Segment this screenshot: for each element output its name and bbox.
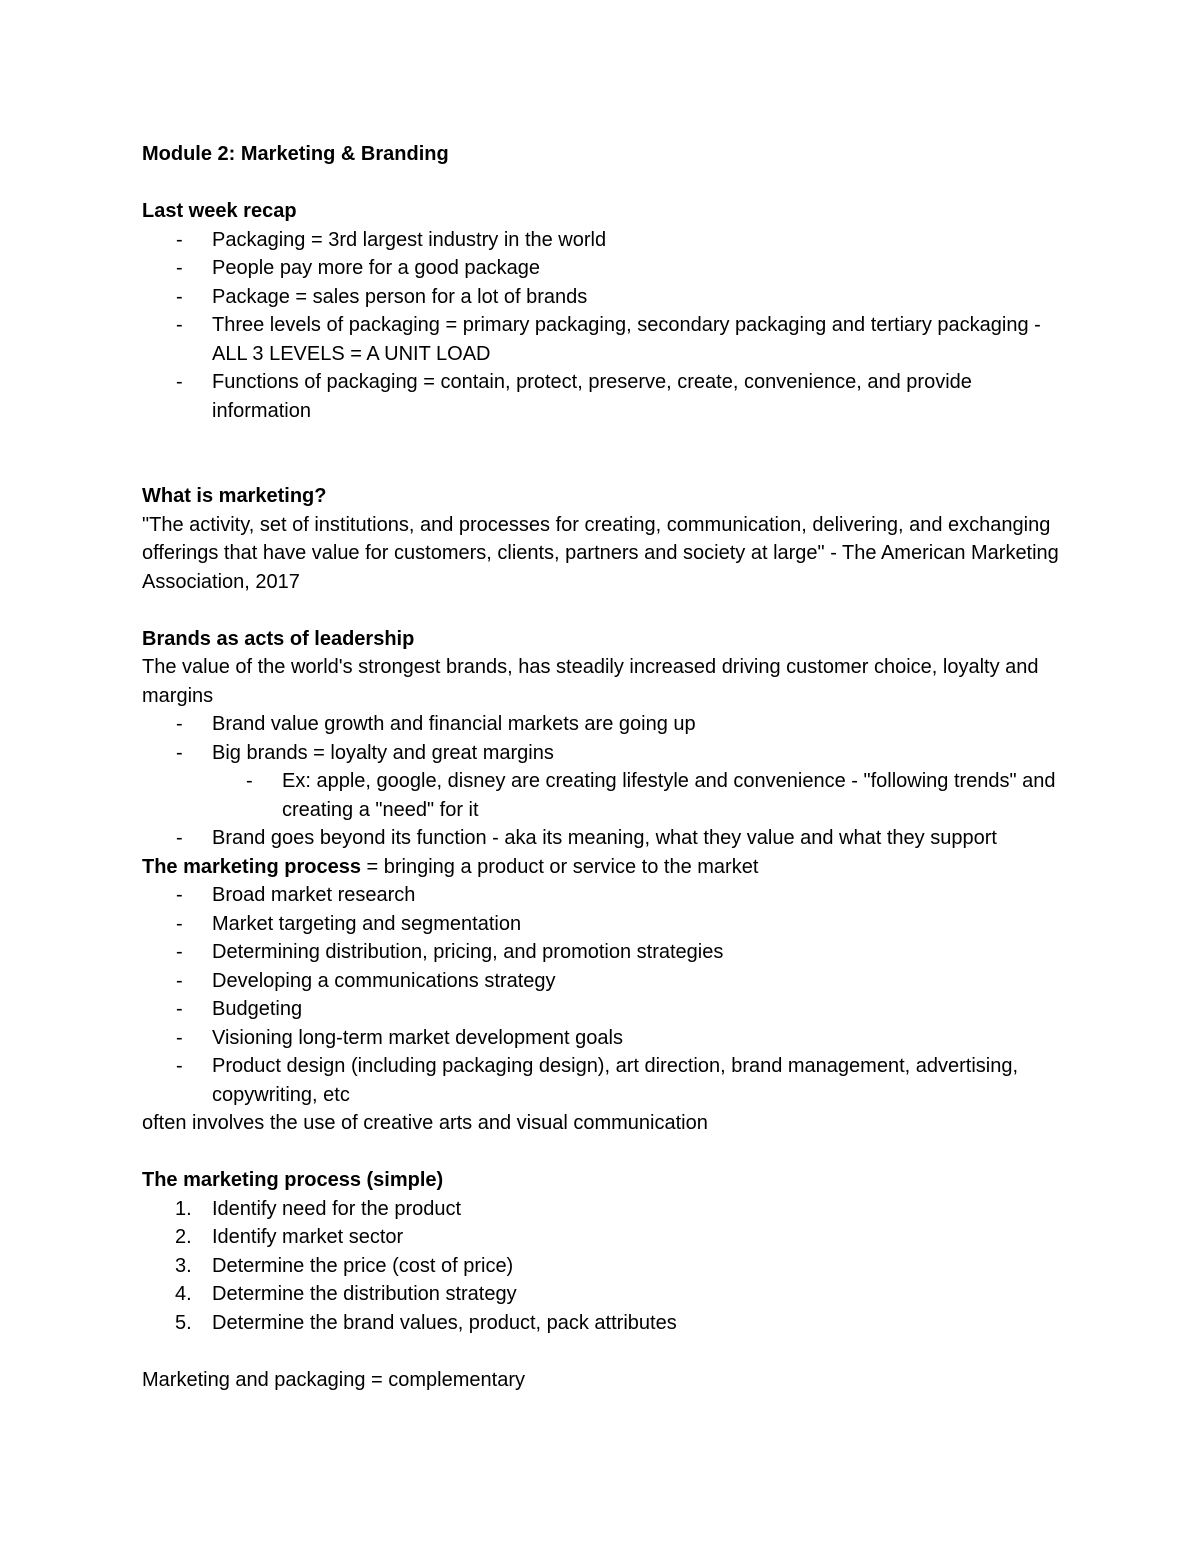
list-item-text: Big brands = loyalty and great margins <box>212 741 554 764</box>
list-item-text: Market targeting and segmentation <box>212 912 522 935</box>
list-item-text: Determine the brand values, product, pack attributes <box>212 1311 677 1334</box>
bullet-marker: - <box>176 741 183 764</box>
list-item-text: Package = sales person for a lot of brands <box>212 285 588 308</box>
list-item-text: Identify market sector <box>212 1226 404 1248</box>
list-item-text: Budgeting <box>212 998 303 1020</box>
marketing-process-definition <box>142 853 1070 882</box>
list-item <box>142 1052 1070 1109</box>
item-number: 3. <box>175 1254 192 1277</box>
bullet-marker: - <box>176 912 183 935</box>
bullet-marker: - <box>176 1055 183 1077</box>
bullet-marker: - <box>176 285 183 308</box>
list-item-text: Identify need for the product <box>212 1197 462 1220</box>
list-item-text: Determine the distribution strategy <box>212 1283 517 1305</box>
process-list <box>142 881 1070 1109</box>
spacer <box>142 425 1070 482</box>
document-title: Module 2: Marketing & Branding <box>142 143 449 165</box>
brands-list <box>142 710 1070 853</box>
bullet-marker: - <box>176 998 183 1020</box>
list-item-text: Brand goes beyond its function - aka its meaning, what they value and what they support <box>212 827 997 849</box>
list-item-text: Visioning long-term market development goals <box>212 1026 623 1049</box>
bullet-marker: - <box>176 1026 183 1049</box>
item-number: 1. <box>175 1197 192 1220</box>
bullet-marker: - <box>176 969 183 992</box>
bullet-marker: - <box>246 770 253 792</box>
list-item-text: Functions of packaging = contain, protect, preserve, create, convenience, and provide information <box>212 371 972 422</box>
recap-heading: Last week recap <box>142 200 297 222</box>
closing-statement: Marketing and packaging = complementary <box>142 1368 525 1391</box>
list-item-text: Product design (including packaging design), art direction, brand management, advertising, copywriting, etc <box>212 1055 1019 1106</box>
list-item-text: People pay more for a good package <box>212 257 540 279</box>
numbered-item <box>142 1280 1070 1309</box>
list-item <box>142 226 1070 255</box>
list-item-text: Determine the price (cost of price) <box>212 1254 514 1277</box>
marketing-heading: What is marketing? <box>142 485 327 507</box>
marketing-process-term: The marketing process <box>142 855 361 878</box>
item-number: 2. <box>175 1226 192 1248</box>
spacer <box>142 596 1070 625</box>
list-item-text: Three levels of packaging = primary packaging, secondary packaging and tertiary packaging - ALL 3 LEVELS = A UNIT LOAD <box>212 314 1041 365</box>
bullet-marker: - <box>176 228 183 251</box>
list-item-text: Brand value growth and financial markets are going up <box>212 713 696 735</box>
brands-intro: The value of the world's strongest brands, has steadily increased driving customer choice, loyalty and margins <box>142 656 1039 707</box>
list-item-text: Developing a communications strategy <box>212 969 556 992</box>
spacer <box>142 169 1070 198</box>
bullet-marker: - <box>176 827 183 849</box>
list-item-text: Packaging = 3rd largest industry in the world <box>212 228 607 251</box>
list-item <box>142 739 1070 768</box>
list-item <box>142 1024 1070 1053</box>
list-item <box>142 824 1070 853</box>
bullet-marker: - <box>176 371 183 393</box>
bullet-marker: - <box>176 713 183 735</box>
list-item <box>142 368 1070 425</box>
list-item-text: Ex: apple, google, disney are creating lifestyle and convenience - "following trends" and creating a "need" for it <box>282 770 1056 821</box>
recap-list <box>142 226 1070 426</box>
item-number: 5. <box>175 1311 192 1334</box>
simple-process-list <box>142 1195 1070 1338</box>
list-item <box>142 938 1070 967</box>
brands-heading: Brands as acts of leadership <box>142 627 415 650</box>
list-item <box>142 881 1070 910</box>
list-item-text: Broad market research <box>212 884 416 906</box>
bullet-marker: - <box>176 314 183 336</box>
numbered-item <box>142 1195 1070 1224</box>
list-item <box>142 967 1070 996</box>
bullet-marker: - <box>176 884 183 906</box>
list-item <box>142 311 1070 368</box>
list-item <box>142 910 1070 939</box>
bullet-marker: - <box>176 257 183 279</box>
list-item <box>142 283 1070 312</box>
process-note: often involves the use of creative arts and visual communication <box>142 1112 708 1134</box>
item-number: 4. <box>175 1283 192 1305</box>
numbered-item <box>142 1309 1070 1338</box>
marketing-definition-quote: "The activity, set of institutions, and processes for creating, communication, delivering, and exchanging offerings that have value for customers, clients, partners and society at large" - The American Marketing Association, 2017 <box>142 513 1059 593</box>
numbered-item <box>142 1252 1070 1281</box>
numbered-item <box>142 1223 1070 1252</box>
spacer <box>142 1138 1070 1167</box>
list-item <box>142 710 1070 739</box>
marketing-process-definition-text: = bringing a product or service to the market <box>360 855 759 878</box>
list-item <box>142 254 1070 283</box>
spacer <box>142 1337 1070 1366</box>
bullet-marker: - <box>176 941 183 963</box>
sub-list-item <box>142 767 1070 824</box>
list-item <box>142 995 1070 1024</box>
simple-process-heading: The marketing process (simple) <box>142 1169 444 1191</box>
list-item-text: Determining distribution, pricing, and promotion strategies <box>212 941 724 963</box>
